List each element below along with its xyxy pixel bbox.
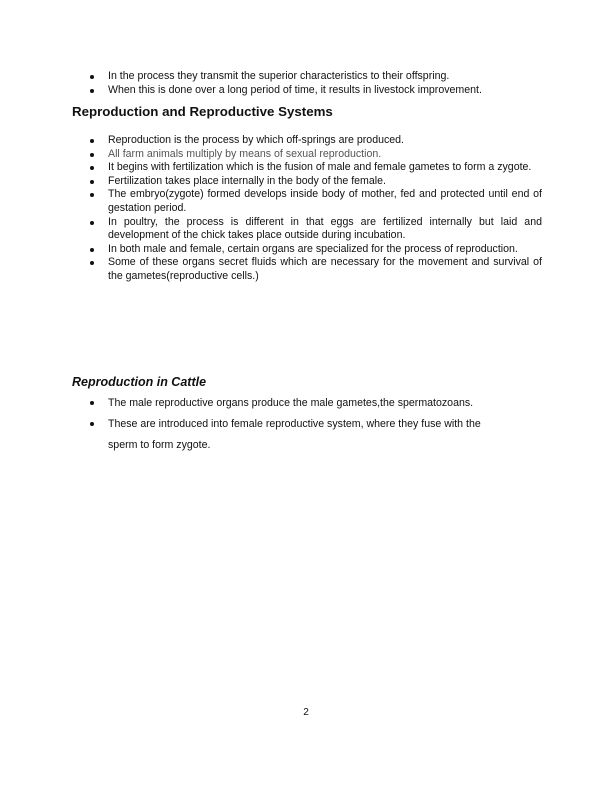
list-item: All farm animals multiply by means of sexual reproduction. bbox=[72, 148, 542, 162]
subsection-heading-block bbox=[72, 375, 542, 390]
list-item: Reproduction is the process by which off-springs are produced. bbox=[72, 134, 542, 148]
subsection-heading: Reproduction in Cattle bbox=[72, 375, 207, 389]
list-item: Fertilization takes place internally in the body of the female. bbox=[72, 175, 542, 189]
intro-list-block bbox=[72, 70, 542, 97]
page-number: 2 bbox=[303, 707, 309, 718]
section-heading: Reproduction and Reproductive Systems bbox=[72, 104, 333, 119]
list-item: Some of these organs secret fluids which are necessary for the movement and survival of the gametes(reproductive cells.) bbox=[72, 256, 542, 283]
cattle-bullet-list bbox=[72, 393, 512, 456]
section-heading-block bbox=[72, 104, 542, 120]
cattle-list-block bbox=[72, 393, 512, 456]
list-item: The male reproductive organs produce the male gametes,the spermatozoans. bbox=[72, 393, 512, 414]
list-item: It begins with fertilization which is the fusion of male and female gametes to form a zygote. bbox=[72, 161, 542, 175]
list-item: In both male and female, certain organs are specialized for the process of reproduction. bbox=[72, 243, 542, 257]
list-item: In the process they transmit the superior characteristics to their offspring. bbox=[72, 70, 542, 84]
reproduction-list-block bbox=[72, 134, 542, 284]
list-item: The embryo(zygote) formed develops inside body of mother, fed and protected until end of gestation period. bbox=[72, 188, 542, 215]
list-item: In poultry, the process is different in that eggs are fertilized internally but laid and development of the chick takes place outside during incubation. bbox=[72, 216, 542, 243]
intro-bullet-list bbox=[72, 70, 542, 97]
list-item: When this is done over a long period of time, it results in livestock improvement. bbox=[72, 84, 542, 98]
reproduction-bullet-list bbox=[72, 134, 542, 284]
list-item: These are introduced into female reproductive system, where they fuse with the sperm to form zygote. bbox=[72, 414, 512, 456]
